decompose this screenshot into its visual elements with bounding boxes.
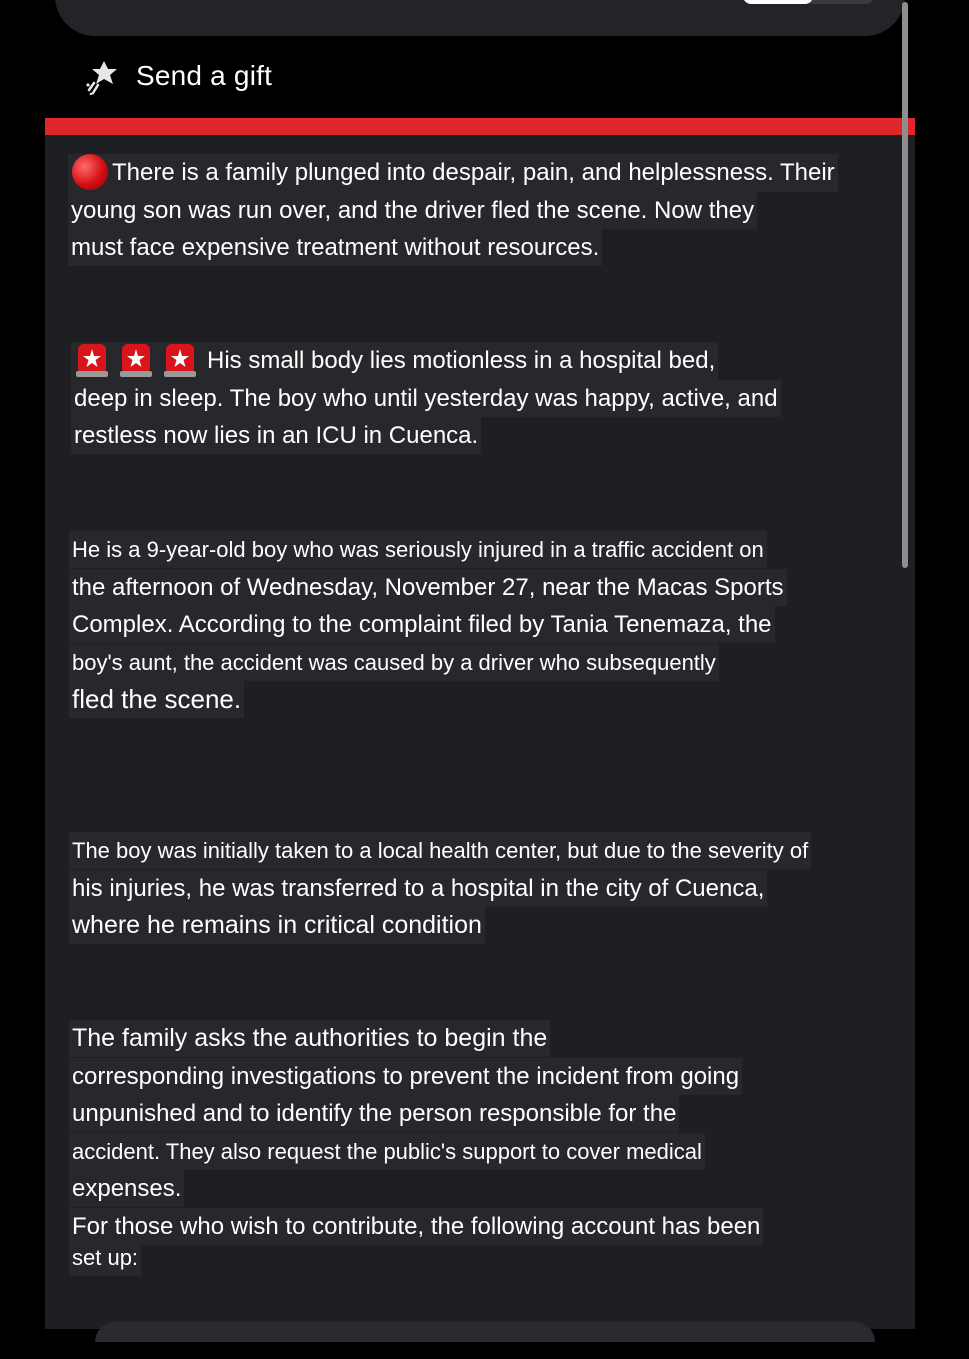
siren-icon <box>119 340 153 378</box>
top-card <box>55 0 905 36</box>
p1-line-1: There is a family plunged into despair, pain, and helplessness. Their <box>112 159 835 186</box>
siren-icon <box>163 340 197 378</box>
toggle-knob[interactable] <box>743 0 813 4</box>
p1-line-3: must face expensive treatment without resources. <box>68 229 602 266</box>
send-gift-button[interactable] <box>84 56 272 96</box>
paragraph-2 <box>71 342 891 455</box>
paragraph-3 <box>69 531 889 719</box>
p4-line-1: The boy was initially taken to a local health center, but due to the severity of <box>69 832 811 869</box>
send-gift-label: Send a gift <box>136 60 273 91</box>
p5-line-2: corresponding investigations to prevent the incident from going <box>69 1058 742 1095</box>
p5-line-7: set up: <box>69 1239 141 1276</box>
p5-line-3: unpunished and to identify the person responsible for the <box>69 1095 679 1132</box>
p3-line-1: He is a 9-year-old boy who was seriously injured in a traffic accident on <box>69 531 767 568</box>
siren-icon <box>75 340 109 378</box>
p5-line-5: expenses. <box>69 1170 184 1207</box>
p5-line-1: The family asks the authorities to begin the <box>69 1020 550 1057</box>
party-popper-icon <box>84 57 122 95</box>
p3-line-3: Complex. According to the complaint filed by Tania Tenemaza, the <box>69 606 775 643</box>
p2-line-3: restless now lies in an ICU in Cuenca. <box>71 417 481 454</box>
p4-line-2: his injuries, he was transferred to a hospital in the city of Cuenca, <box>69 870 767 907</box>
accent-divider <box>45 118 915 135</box>
bottom-card <box>95 1322 875 1342</box>
p2-line-2: deep in sleep. The boy who until yesterday was happy, active, and <box>71 380 781 417</box>
p5-line-4: accident. They also request the public's support to cover medical <box>69 1133 705 1170</box>
red-circle-icon <box>72 154 108 190</box>
paragraph-4 <box>69 832 889 945</box>
paragraph-1 <box>68 154 888 267</box>
p3-line-2: the afternoon of Wednesday, November 27, near the Macas Sports <box>69 569 787 606</box>
p1-line-2: young son was run over, and the driver fled the scene. Now they <box>68 192 757 229</box>
p5-line-6: For those who wish to contribute, the following account has been <box>69 1208 763 1245</box>
p2-line-1: His small body lies motionless in a hospital bed, <box>207 347 716 374</box>
p4-line-3: where he remains in critical condition <box>69 907 485 944</box>
scrollbar[interactable] <box>902 2 908 568</box>
p3-line-5: fled the scene. <box>69 681 244 718</box>
paragraph-5 <box>69 1020 889 1277</box>
p3-line-4: boy's aunt, the accident was caused by a driver who subsequently <box>69 644 719 681</box>
